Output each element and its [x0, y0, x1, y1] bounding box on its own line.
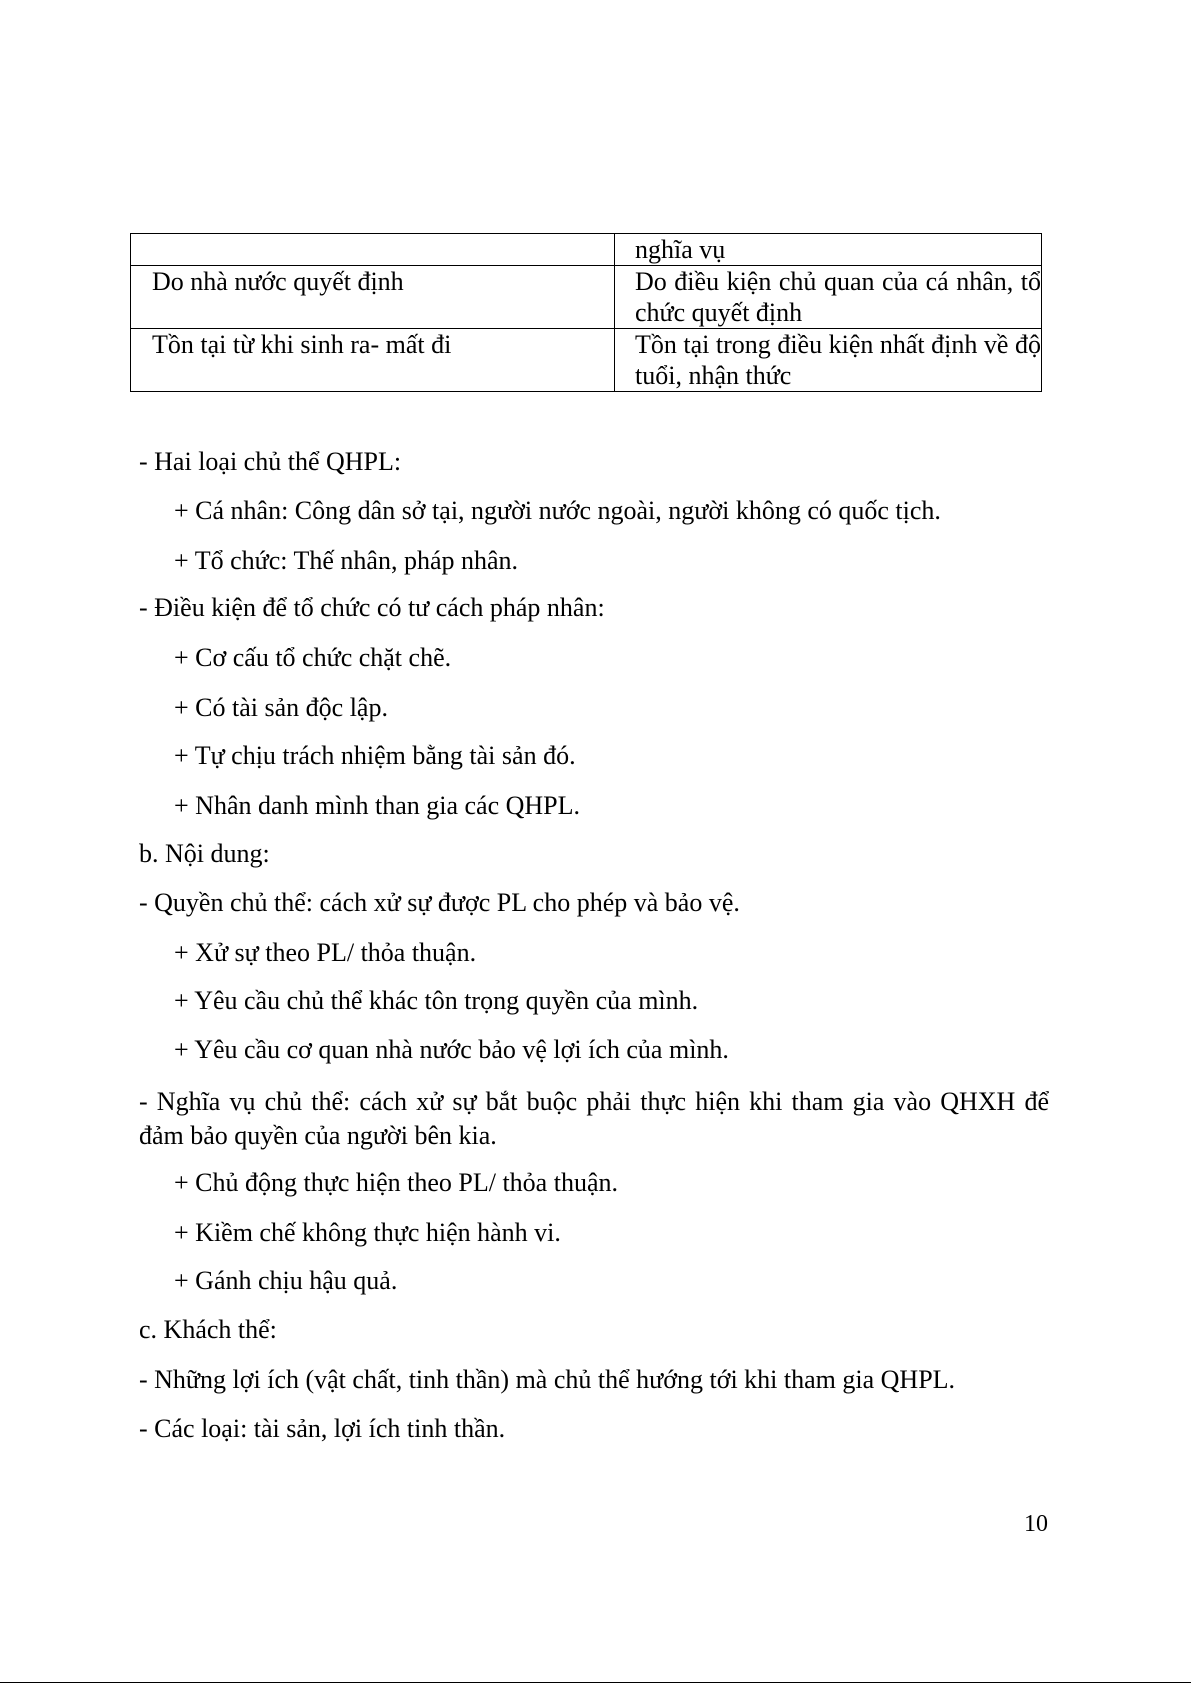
table-cell-left: Do nhà nước quyết định	[131, 266, 615, 329]
table-row	[131, 266, 1042, 329]
section-heading: b. Nội dung:	[139, 839, 270, 868]
table-cell-right: nghĩa vụ	[615, 234, 1042, 266]
footer-divider	[0, 1682, 1191, 1683]
list-item: + Xử sự theo PL/ thỏa thuận.	[174, 938, 477, 967]
table-cell-right: Tồn tại trong điều kiện nhất định về độ tuổi, nhận thức	[615, 329, 1042, 392]
list-item: + Cơ cấu tổ chức chặt chẽ.	[174, 643, 452, 672]
list-item: + Yêu cầu cơ quan nhà nước bảo vệ lợi ích của mình.	[174, 1035, 729, 1064]
list-item: + Nhân danh mình than gia các QHPL.	[174, 791, 581, 820]
list-item: - Hai loại chủ thể QHPL:	[139, 447, 402, 476]
list-item: - Các loại: tài sản, lợi ích tinh thần.	[139, 1414, 506, 1443]
table-cell-left	[131, 234, 615, 266]
table-row	[131, 234, 1042, 266]
page-number: 10	[1024, 1511, 1048, 1537]
table-cell-left: Tồn tại từ khi sinh ra- mất đi	[131, 329, 615, 392]
list-item: + Chủ động thực hiện theo PL/ thỏa thuận.	[174, 1168, 618, 1197]
list-item: - Những lợi ích (vật chất, tinh thần) mà chủ thể hướng tới khi tham gia QHPL.	[139, 1365, 956, 1394]
list-item: + Cá nhân: Công dân sở tại, người nước ngoài, người không có quốc tịch.	[174, 496, 941, 525]
list-item: + Gánh chịu hậu quả.	[174, 1266, 398, 1295]
list-item: + Tự chịu trách nhiệm bằng tài sản đó.	[174, 741, 576, 770]
table-row	[131, 329, 1042, 392]
comparison-table	[130, 233, 1042, 392]
list-item: + Kiềm chế không thực hiện hành vi.	[174, 1218, 561, 1247]
list-item: - Điều kiện để tổ chức có tư cách pháp nhân:	[139, 593, 605, 622]
section-heading: c. Khách thể:	[139, 1315, 277, 1344]
table-cell-right: Do điều kiện chủ quan của cá nhân, tổ chức quyết định	[615, 266, 1042, 329]
list-item: - Quyền chủ thể: cách xử sự được PL cho phép và bảo vệ.	[139, 888, 740, 917]
list-item: + Có tài sản độc lập.	[174, 693, 388, 722]
list-item: + Yêu cầu chủ thể khác tôn trọng quyền của mình.	[174, 986, 699, 1015]
list-item: + Tổ chức: Thế nhân, pháp nhân.	[174, 546, 519, 575]
list-item: - Nghĩa vụ chủ thể: cách xử sự bắt buộc phải thực hiện khi tham gia vào QHXH để đảm bảo quyền của người bên kia.	[139, 1087, 1049, 1150]
